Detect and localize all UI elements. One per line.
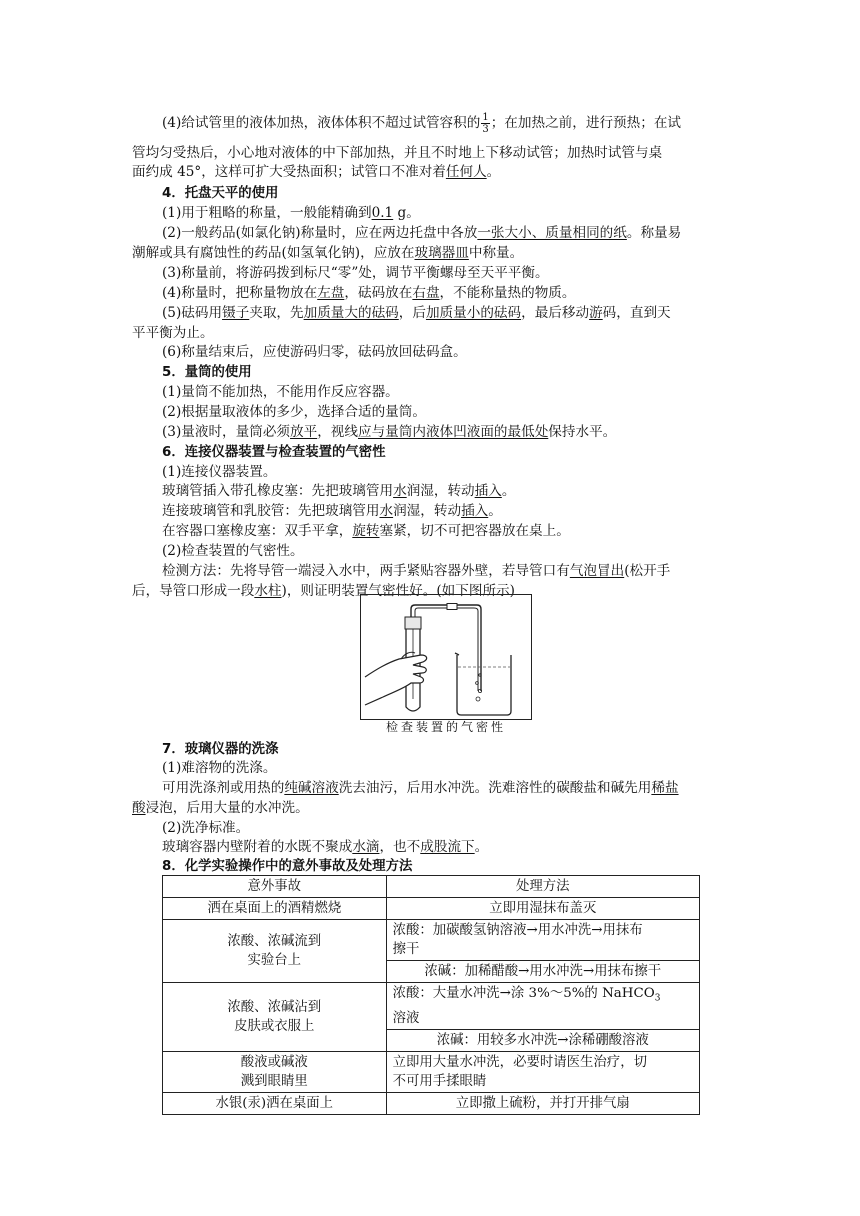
list-item — [162, 481, 732, 502]
text: 潮解或具有腐蚀性的药品(如氢氧化钠)，应放在 — [132, 245, 415, 261]
list-item: (3)称量前，将游码拨到标尺“零”处，调节平衡螺母至天平平衡。 — [162, 265, 549, 281]
text: 。 — [486, 164, 501, 180]
table-cell — [163, 983, 387, 1052]
text: 可用洗涤剂或用热的 — [162, 780, 285, 796]
text: 塞紧，切不可把容器放在桌上。 — [379, 523, 570, 539]
subscript: 3 — [654, 993, 661, 1004]
underlined-answer: 右盘 — [412, 285, 440, 301]
underlined-answer: 加质量小的砝码 — [425, 305, 522, 321]
section-heading: 7．玻璃仪器的洗涤 — [162, 742, 279, 757]
list-item-continued — [132, 243, 732, 264]
underlined-answer: 游 — [589, 305, 603, 321]
table-cell — [386, 1051, 699, 1092]
table-row — [163, 920, 700, 961]
text: 实验台上 — [247, 953, 302, 968]
text: 浓酸、浓碱流到 — [227, 934, 322, 949]
table-cell: 洒在桌面上的酒精燃烧 — [163, 898, 387, 920]
accident-handling-table — [162, 875, 700, 1115]
text: 码，直到天 — [602, 305, 671, 321]
text: 皮肤或衣服上 — [234, 1018, 315, 1034]
table-cell: 立即撒上硫粉，并打开排气扇 — [386, 1092, 699, 1114]
table-row — [163, 983, 700, 1030]
underlined-answer: 旋转 — [352, 523, 380, 539]
list-item: (6)称量结束后，应使游码归零，砝码放回砝码盒。 — [162, 344, 467, 360]
airtightness-check-illustration-icon — [361, 595, 531, 719]
text: 浓酸、浓碱沾到 — [227, 999, 322, 1015]
list-item — [162, 561, 732, 582]
underlined-answer: 水 — [379, 503, 394, 519]
text: 在容器口塞橡皮塞：双手平拿， — [162, 523, 353, 539]
table-row — [163, 1092, 700, 1114]
text: ，视线 — [317, 424, 358, 440]
figure-caption: 检查装置的气密性 — [385, 720, 506, 734]
underlined-answer: 酸 — [132, 800, 146, 816]
text: 浓酸：加碳酸氢钠溶液→用水冲洗→用抹布 — [392, 923, 643, 938]
text: 酸液或碱液 — [240, 1054, 308, 1070]
column-header: 处理方法 — [386, 876, 699, 898]
text: (2)一般药品(如氯化钠)称量时，应在两边托盘中各放 — [162, 225, 478, 241]
text: ；在加热之前，进行预热；在试 — [490, 115, 682, 131]
underlined-answer: 稀盐 — [651, 780, 679, 796]
table-cell: 水银(汞)洒在桌面上 — [163, 1092, 387, 1114]
text: 不可用手揉眼睛 — [392, 1073, 487, 1089]
text: 。 — [488, 503, 502, 519]
underlined-answer: 水滴 — [352, 839, 380, 855]
text: ，后 — [398, 305, 426, 321]
table-cell — [386, 920, 699, 961]
text: 。 — [474, 839, 489, 855]
text: 。 — [501, 483, 516, 499]
fraction-denominator: 3 — [482, 124, 489, 135]
list-item: (1)量筒不能加热，不能用作反应容器。 — [162, 384, 399, 400]
list-item: (2)洗净标准。 — [162, 820, 250, 836]
table-cell — [163, 920, 387, 983]
text: 溅到眼睛里 — [240, 1073, 308, 1089]
text: 洗去油污，后用水冲洗。洗难溶性的碳酸盐和碱先用 — [338, 780, 652, 796]
text: 检测方法：先将导管一端浸入水中，两手紧贴容器外壁，若导管口有 — [162, 563, 570, 579]
underlined-answer: 0.1 — [371, 205, 394, 221]
text: 溶液 — [392, 1010, 420, 1026]
text: 浓酸：大量水冲洗→涂 3%～5%的 NaHCO — [392, 986, 655, 1001]
text: (松开手 — [624, 563, 671, 579]
list-item — [162, 778, 732, 799]
list-item-continued — [132, 798, 732, 819]
underlined-answer: 一张大小、质量相同的纸 — [477, 225, 627, 241]
underlined-answer: 插入 — [461, 503, 489, 519]
text: )，则证明装置气密性好。(如下图所示) — [281, 583, 515, 599]
underlined-answer: 插入 — [474, 483, 502, 499]
table-cell: 立即用湿抹布盖灭 — [386, 898, 699, 920]
text: 连接玻璃管和乳胶管：先把玻璃管用 — [162, 503, 380, 519]
text: 浸泡，后用大量的水冲洗。 — [145, 800, 309, 816]
underlined-answer: 气泡冒出 — [569, 563, 625, 579]
section-heading: 4．托盘天平的使用 — [162, 186, 279, 201]
text: 中称量。 — [468, 245, 524, 261]
list-item — [162, 501, 732, 522]
underlined-answer: 左盘 — [317, 285, 345, 301]
list-item: (1)连接仪器装置。 — [162, 464, 277, 480]
text: 保持水平。 — [548, 424, 617, 440]
table-cell — [386, 983, 699, 1030]
list-item — [162, 303, 732, 324]
underlined-answer: 加质量大的砝码 — [303, 305, 399, 321]
table-cell: 浓碱：用较多水冲洗→涂稀硼酸溶液 — [386, 1029, 699, 1051]
text: (4)称量时，把称量物放在 — [162, 285, 318, 301]
text: 后，导管口形成一段 — [132, 583, 255, 599]
fraction-one-third — [481, 112, 489, 135]
text: ，砝码放在 — [344, 285, 413, 301]
text: (3)量液时，量筒必须 — [162, 424, 291, 440]
table-cell: 浓碱：加稀醋酸→用水冲洗→用抹布擦干 — [386, 961, 699, 983]
underlined-answer: 纯碱溶液 — [284, 780, 339, 796]
text: 。称量易 — [626, 225, 682, 241]
text: (4)给试管里的液体加热，液体体积不超过试管容积的 — [162, 115, 481, 131]
text: g。 — [393, 205, 420, 221]
text: 立即用大量水冲洗，必要时请医生治疗，切 — [392, 1054, 647, 1070]
text: 润湿，转动 — [406, 483, 475, 499]
underlined-answer: 玻璃器皿 — [414, 245, 469, 261]
table-cell — [163, 1051, 387, 1092]
list-item — [162, 283, 732, 304]
underlined-answer: 镊子 — [222, 305, 250, 321]
section-heading: 8．化学实验操作中的意外事故及处理方法 — [162, 859, 413, 874]
column-header: 意外事故 — [163, 876, 387, 898]
underlined-answer: 应与量筒内液体凹液面的最低处 — [357, 424, 549, 440]
text: 面约成 45°，这样可扩大受热面积；试管口不准对着 — [132, 164, 446, 180]
text: (1)用于粗略的称量，一般能精确到 — [162, 205, 372, 221]
underlined-answer: 水柱 — [254, 583, 282, 599]
underlined-answer: 成股流下 — [420, 839, 475, 855]
fraction-numerator: 1 — [482, 112, 489, 123]
text: ，最后移动 — [521, 305, 590, 321]
list-item: (1)难溶物的洗涤。 — [162, 760, 277, 776]
list-item — [162, 203, 732, 224]
underlined-answer: 任何人 — [445, 164, 487, 180]
list-item — [162, 223, 732, 244]
list-item — [162, 837, 732, 858]
list-item: (2)检查装置的气密性。 — [162, 543, 304, 559]
underlined-answer: 水 — [393, 483, 407, 499]
underlined-answer: 放平 — [290, 424, 318, 440]
text: 润湿，转动 — [393, 503, 462, 519]
text: ，不能称量热的物质。 — [439, 285, 576, 301]
text: 擦干 — [392, 942, 420, 957]
airtightness-check-figure — [360, 594, 532, 720]
text: 玻璃管插入带孔橡皮塞：先把玻璃管用 — [162, 483, 394, 499]
table-row — [163, 898, 700, 920]
text: 玻璃容器内壁附着的水既不聚成 — [162, 839, 353, 855]
section-heading: 6．连接仪器装置与检查装置的气密性 — [162, 445, 386, 460]
text: ，也不 — [379, 839, 421, 855]
list-item — [162, 521, 732, 542]
section-heading: 5．量筒的使用 — [162, 365, 252, 380]
table-header-row — [163, 876, 700, 898]
list-item: (2)根据量取液体的多少，选择合适的量筒。 — [162, 404, 426, 420]
text: (5)砝码用 — [162, 305, 223, 321]
list-item — [162, 422, 732, 443]
para-line: 管均匀受热后，小心地对液体的中下部加热，并且不时地上下移动试管；加热时试管与桌 — [132, 145, 663, 161]
list-item-continued: 平平衡为止。 — [132, 325, 214, 341]
para-test-tube-heating — [162, 112, 732, 135]
table-row — [163, 1051, 700, 1092]
para-line — [132, 162, 732, 183]
text: 夹取，先 — [249, 305, 304, 321]
